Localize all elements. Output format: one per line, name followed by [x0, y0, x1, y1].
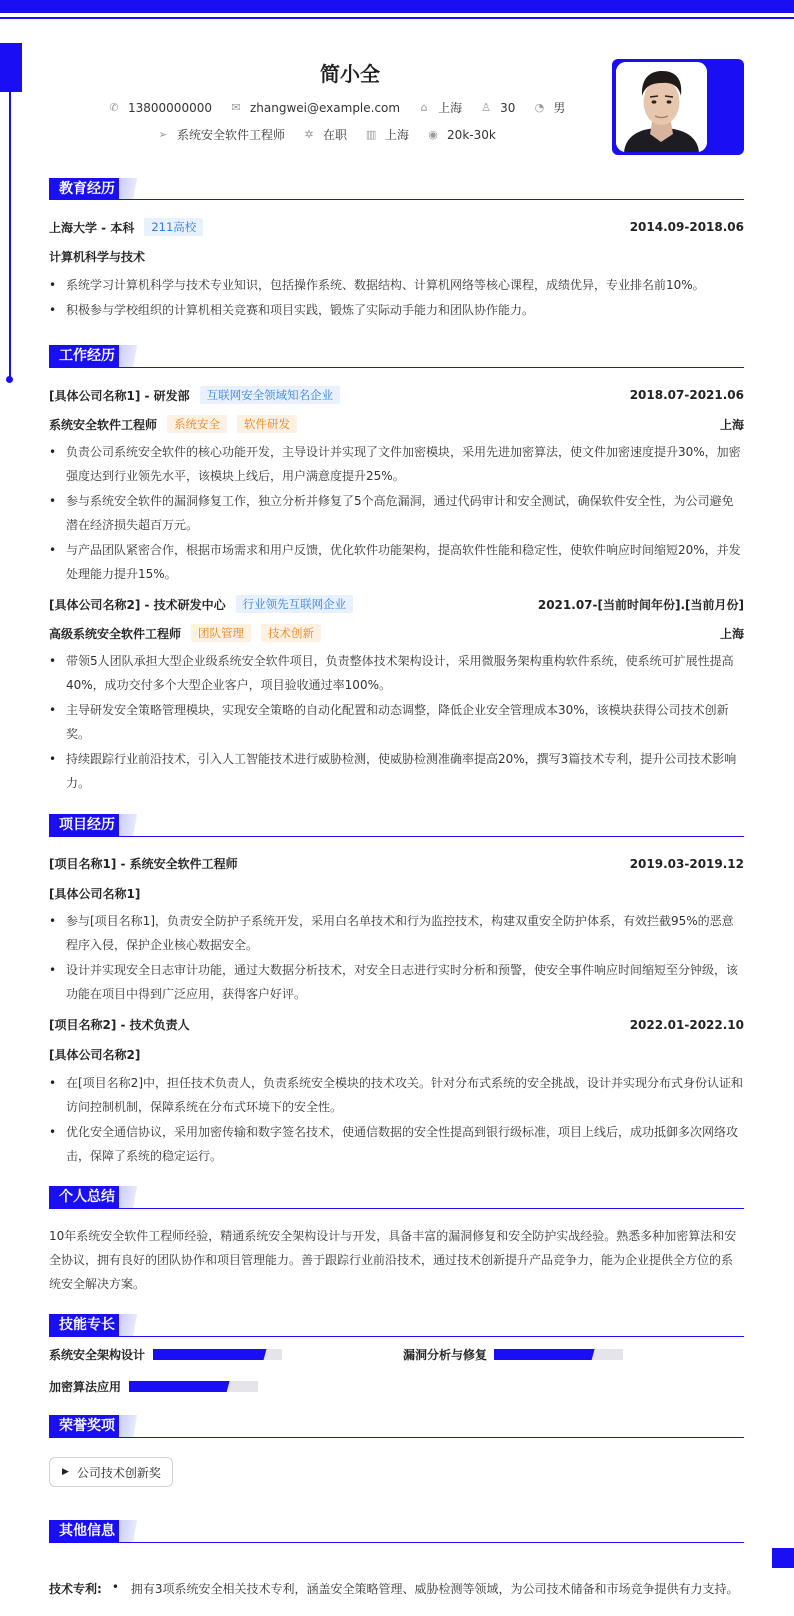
other-info-text: 拥有3项系统安全相关技术专利，涵盖安全策略管理、威胁检测等领域，为公司技术储备和市场竞争提供有力支持。: [130, 1582, 739, 1596]
award-item[interactable]: [49, 1457, 173, 1487]
section-divider: [49, 367, 744, 368]
education-bullet: • 积极参与学校组织的计算机相关竞赛和项目实践，锻炼了实际动手能力和团队协作能力。: [49, 298, 744, 322]
right-accent-block: [772, 1548, 794, 1568]
other-info-row: [49, 1580, 749, 1597]
work-role: 系统安全软件工程师: [49, 417, 158, 432]
section-title-decoration: [119, 814, 145, 836]
skill-bar-fill: [129, 1381, 230, 1392]
play-triangle-icon: ▶: [62, 1467, 69, 1477]
work-location: 上海: [719, 417, 744, 432]
education-bullet: • 系统学习计算机科学与技术专业知识，包括操作系统、数据结构、计算机网络等核心课程，成绩优异，专业排名前10%。: [49, 273, 744, 297]
project-title: [项目名称1] - 系统安全软件工程师: [49, 857, 238, 871]
education-header: [49, 218, 744, 236]
section-divider: [49, 1208, 744, 1209]
skill-name: 加密算法应用: [49, 1380, 122, 1394]
phone-icon: ✆: [109, 101, 119, 114]
gender-icon: ◔: [534, 101, 545, 114]
role-tag: 系统安全: [167, 415, 227, 433]
project-period: 2022.01-2022.10: [629, 1017, 744, 1032]
work-bullet: • 主导研发安全策略管理模块，实现安全策略的自动化配置和动态调整，降低企业安全管理成本30%，该模块获得公司技术创新奖。: [49, 698, 744, 746]
status-icon: ✲: [304, 128, 314, 141]
section-divider: [49, 199, 744, 200]
work-period: 2018.07-2021.06: [629, 388, 744, 402]
top-accent-bar: [0, 0, 794, 13]
section-title-education: 教育经历: [49, 178, 125, 200]
age-info: ♙ 30: [481, 100, 516, 115]
section-title-decoration: [119, 345, 145, 367]
work-header: [49, 386, 744, 404]
send-icon: ➢: [158, 128, 168, 141]
role-tag: 团队管理: [191, 624, 251, 642]
work-role-row: [49, 624, 744, 642]
gender-info: ◔ 男: [534, 101, 566, 115]
section-title-decoration: [119, 1415, 145, 1437]
school-tag: 211高校: [144, 218, 203, 236]
work-bullet: • 负责公司系统安全软件的核心功能开发，主导设计并实现了文件加密模块，采用先进加密算法，使文件加密速度提升30%，加密强度达到行业领先水平，该模块上线后，用户满意度提升25%。: [49, 440, 744, 488]
age-icon: ♙: [481, 101, 492, 114]
email-info: ✉ zhangwei@example.com: [231, 100, 401, 115]
top-accent-line: [0, 17, 794, 19]
project-company-row: [49, 885, 744, 902]
section-divider: [49, 836, 744, 837]
section-title-summary: 个人总结: [49, 1186, 125, 1208]
education-major: 计算机科学与技术: [49, 250, 146, 264]
section-title-skills: 技能专长: [49, 1314, 125, 1336]
role-tag: 技术创新: [261, 624, 321, 642]
portrait-image: [616, 62, 707, 152]
work-bullet: • 与产品团队紧密合作，根据市场需求和用户反馈，优化软件功能架构，提高软件性能和稳定性，使软件响应时间缩短20%，并发处理能力提升15%。: [49, 538, 744, 586]
skill-name: 系统安全架构设计: [49, 1348, 146, 1362]
work-bullet: • 持续跟踪行业前沿技术，引入人工智能技术进行威胁检测，使威胁检测准确率提高20%，撰写3篇技术专利，提升公司技术影响力。: [49, 747, 744, 795]
company-tag: 行业领先互联网企业: [236, 595, 354, 613]
project-bullet: • 优化安全通信协议，采用加密传输和数字签名技术，使通信数据的安全性提高到银行级标准，项目上线后，成功抵御多次网络攻击，保障了系统的稳定运行。: [49, 1120, 744, 1168]
work-company: [具体公司名称1] - 研发部: [49, 388, 190, 403]
summary-text: 10年系统安全软件工程师经验，精通系统安全架构设计与开发，具备丰富的漏洞修复和安全防护实战经验。熟悉多种加密算法和安全协议，拥有良好的团队协作和项目管理能力。善于跟踪行业前沿技术，通过技术创新提升产品竞争力，能为企业提供全方位的系统安全解决方案。: [49, 1229, 737, 1291]
building-icon: ▥: [365, 128, 377, 141]
skill-bar-fill: [494, 1349, 595, 1360]
profile-photo: [616, 62, 707, 152]
section-title-decoration: [119, 1186, 145, 1208]
work-header: [49, 595, 744, 613]
project-company-row: [49, 1046, 744, 1063]
other-info-label: 技术专利:: [49, 1582, 102, 1596]
school-name: 上海大学 - 本科: [49, 220, 135, 235]
section-divider: [49, 1542, 744, 1543]
section-title-awards: 荣誉奖项: [49, 1415, 125, 1437]
section-divider: [49, 1336, 744, 1337]
candidate-name: 简小全: [320, 62, 380, 86]
skill-bar-fill: [153, 1349, 267, 1360]
bullet-dot: •: [111, 1580, 119, 1594]
location-icon: ⌂: [420, 101, 428, 114]
section-title-decoration: [119, 178, 145, 200]
project-company: [具体公司名称1]: [49, 887, 141, 901]
education-major-row: [49, 248, 744, 265]
skill-name: 漏洞分析与修复: [403, 1348, 488, 1362]
salary-info: ◉ 20k-30k: [428, 127, 496, 142]
education-period: 2014.09-2018.06: [629, 220, 744, 234]
work-company: [具体公司名称2] - 技术研发中心: [49, 597, 226, 612]
work-role: 高级系统安全软件工程师: [49, 626, 182, 641]
skill-bar: [494, 1349, 623, 1360]
section-title-projects: 项目经历: [49, 814, 125, 836]
project-period: 2019.03-2019.12: [629, 856, 744, 871]
project-header: [49, 855, 744, 872]
left-accent-dot: [6, 376, 13, 383]
award-label: 公司技术创新奖: [76, 1465, 161, 1480]
project-company: [具体公司名称2]: [49, 1048, 141, 1062]
project-header: [49, 1016, 744, 1033]
section-title-decoration: [119, 1520, 145, 1542]
work-period: 2021.07-[当前时间年份].[当前月份]: [537, 597, 744, 612]
project-bullet: • 在[项目名称2]中，担任技术负责人，负责系统安全模块的技术攻关。针对分布式系统的安全挑战，设计并实现分布式身份认证和访问控制机制，保障系统在分布式环境下的安全性。: [49, 1071, 744, 1119]
project-bullet: • 参与[项目名称1]，负责安全防护子系统开发，采用白名单技术和行为监控技术，构建双重安全防护体系，有效拦截95%的恶意程序入侵，保护企业核心数据安全。: [49, 909, 744, 957]
section-title-other: 其他信息: [49, 1520, 125, 1542]
phone-info: ✆ 13800000000: [109, 100, 212, 115]
work-bullet: • 参与系统安全软件的漏洞修复工作，独立分析并修复了5个高危漏洞，通过代码审计和安全测试，确保软件安全性，为公司避免潜在经济损失超百万元。: [49, 489, 744, 537]
role-tag: 软件研发: [237, 415, 297, 433]
work-bullet: • 带领5人团队承担大型企业级系统安全软件项目，负责整体技术架构设计，采用微服务架构重构软件系统，使系统可扩展性提高40%，成功交付多个大型企业客户，项目验收通过率100%。: [49, 649, 744, 697]
company-tag: 互联网安全领域知名企业: [200, 386, 341, 404]
project-bullet: • 设计并实现安全日志审计功能，通过大数据分析技术，对安全日志进行实时分析和预警，使安全事件响应时间缩短至分钟级，该功能在项目中得到广泛应用，获得客户好评。: [49, 958, 744, 1006]
section-title-work: 工作经历: [49, 345, 125, 367]
work-location: 上海: [719, 626, 744, 641]
skill-bar: [129, 1381, 258, 1392]
left-accent-block: [0, 43, 22, 92]
work-role-row: [49, 415, 744, 433]
job-target-info: ➢ 系统安全软件工程师: [158, 128, 286, 142]
job-info-row: [157, 126, 514, 143]
target-city-info: ▥ 上海: [365, 128, 410, 142]
section-divider: [49, 1437, 744, 1438]
mail-icon: ✉: [231, 101, 241, 114]
contact-info-row: [108, 99, 583, 116]
project-title: [项目名称2] - 技术负责人: [49, 1018, 190, 1032]
section-title-decoration: [119, 1314, 145, 1336]
salary-icon: ◉: [428, 128, 438, 141]
city-info: ⌂ 上海: [418, 99, 462, 116]
skill-bar: [153, 1349, 282, 1360]
left-accent-line: [9, 92, 11, 379]
status-info: ✲ 在职: [304, 128, 348, 142]
